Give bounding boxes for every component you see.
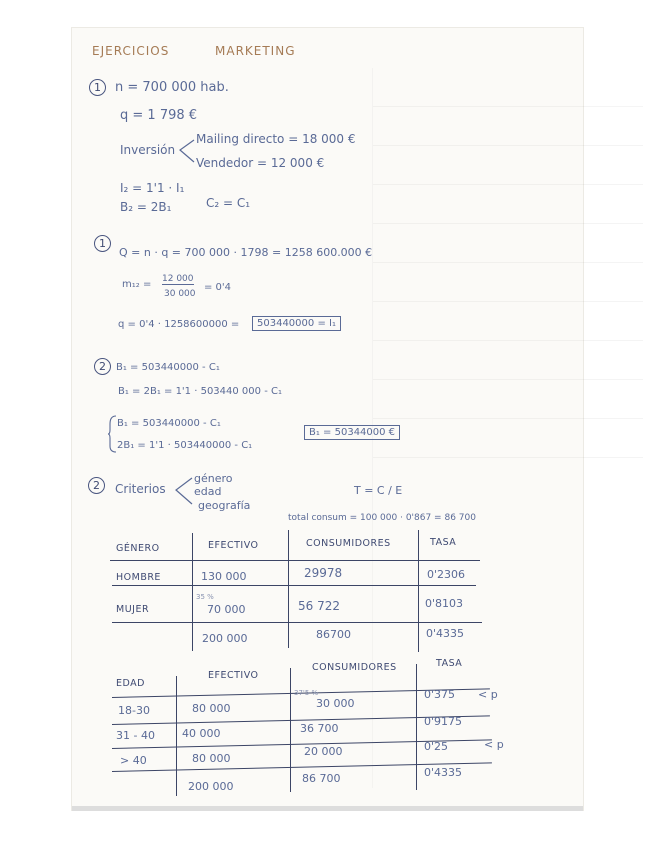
exercise-number-1: 1 xyxy=(89,79,106,96)
t2-total-consumidores: 86 700 xyxy=(302,772,341,785)
t1-header-genero: GÉNERO xyxy=(116,543,160,554)
t2-cell-consumidores: 36 700 xyxy=(300,722,339,735)
t2-total-tasa: 0'4335 xyxy=(424,766,463,779)
vendedor-cost: Vendedor = 12 000 € xyxy=(196,156,325,170)
m-label: m₁₂ = xyxy=(122,279,152,290)
mailing-cost: Mailing directo = 18 000 € xyxy=(196,132,356,146)
b-equation: B₂ = 2B₁ xyxy=(120,200,172,214)
b1-equation: B₁ = 503440000 - C₁ xyxy=(116,362,220,373)
t2-cell-consumidores: 20 000 xyxy=(304,745,343,758)
t2-cell-consumidores: 30 000 xyxy=(316,697,355,710)
m-result: = 0'4 xyxy=(204,282,232,293)
t2-header-edad: EDAD xyxy=(116,678,145,689)
b2-equation: B₁ = 2B₁ = 1'1 · 503440 000 - C₁ xyxy=(118,386,282,397)
t1-header-efectivo: EFECTIVO xyxy=(208,540,259,551)
system-eq-2: 2B₁ = 1'1 · 503440000 - C₁ xyxy=(117,440,253,451)
t2-cell-tasa: 0'25 xyxy=(424,740,449,753)
header-right: MARKETING xyxy=(215,44,296,58)
t1-cell-tasa: 0'2306 xyxy=(427,568,466,581)
m-denominator: 30 000 xyxy=(164,289,196,299)
criterio-genero: género xyxy=(194,472,233,485)
t1-cell-efectivo: 70 000 xyxy=(207,603,246,616)
t2-total-efectivo: 200 000 xyxy=(188,780,234,793)
page-bottom-edge xyxy=(72,806,583,811)
n-value: n = 700 000 hab. xyxy=(115,80,229,95)
t2-row-label: 18-30 xyxy=(118,704,150,717)
total-consumers: total consum = 100 000 · 0'867 = 86 700 xyxy=(288,513,476,523)
criterios-brace-icon xyxy=(172,476,194,506)
t2-row-label: 31 - 40 xyxy=(116,729,155,742)
part-number-2: 2 xyxy=(94,358,111,375)
t1-row-label: MUJER xyxy=(116,604,150,615)
part-number-1: 1 xyxy=(94,235,111,252)
criterios-label: Criterios xyxy=(115,482,166,496)
t1-header-consumidores: CONSUMIDORES xyxy=(306,538,391,549)
exercise-number-2: 2 xyxy=(88,477,105,494)
t1-cell-tasa: 0'8103 xyxy=(425,597,464,610)
t1-cell-consumidores: 29978 xyxy=(304,566,343,580)
t2-header-tasa: TASA xyxy=(436,658,463,669)
q-calculation: q = 0'4 · 1258600000 = xyxy=(118,319,240,330)
t2-cell-efectivo: 80 000 xyxy=(192,702,231,715)
criterio-edad: edad xyxy=(194,485,222,498)
inversion-label: Inversión xyxy=(120,143,176,157)
t1-total-efectivo: 200 000 xyxy=(202,632,248,645)
q-value: q = 1 798 € xyxy=(120,108,198,123)
t1-cell-efectivo: 130 000 xyxy=(201,570,247,583)
t1-total-tasa: 0'4335 xyxy=(426,627,465,640)
criterio-geografia: geografía xyxy=(198,499,251,512)
tasa-formula: T = C / E xyxy=(354,484,403,497)
b1-result: B₁ = 50344000 € xyxy=(304,425,400,440)
Q-calculation: Q = n · q = 700 000 · 1798 = 1258 600.000 € xyxy=(119,246,373,259)
t1-total-consumidores: 86700 xyxy=(316,628,351,641)
t2-cell-efectivo: 40 000 xyxy=(182,727,221,740)
t1-row-label: HOMBRE xyxy=(116,572,161,583)
i-equation: I₂ = 1'1 · I₁ xyxy=(120,181,185,195)
c-equation: C₂ = C₁ xyxy=(206,196,251,210)
brace-icon xyxy=(176,138,196,164)
t2-cell-tasa: 0'375 xyxy=(424,688,456,701)
t2-cell-mark: < p xyxy=(478,688,498,701)
header-left: EJERCICIOS xyxy=(92,44,170,58)
i1-result: 503440000 = I₁ xyxy=(252,316,341,331)
t2-row-label: > 40 xyxy=(120,754,147,767)
t2-header-efectivo: EFECTIVO xyxy=(208,670,259,681)
m-numerator: 12 000 xyxy=(162,274,194,284)
t2-cell-note: 37'5 % xyxy=(294,689,319,697)
t2-cell-efectivo: 80 000 xyxy=(192,752,231,765)
t2-cell-tasa: 0'9175 xyxy=(424,715,463,728)
t1-header-tasa: TASA xyxy=(430,537,457,548)
t2-header-consumidores: CONSUMIDORES xyxy=(312,662,397,673)
bleed-through xyxy=(372,68,643,788)
t1-cell-consumidores: 56 722 xyxy=(298,599,340,613)
t1-cell-note: 35 % xyxy=(196,593,214,601)
t2-cell-mark: < p xyxy=(484,738,504,751)
system-eq-1: B₁ = 503440000 - C₁ xyxy=(117,418,221,429)
